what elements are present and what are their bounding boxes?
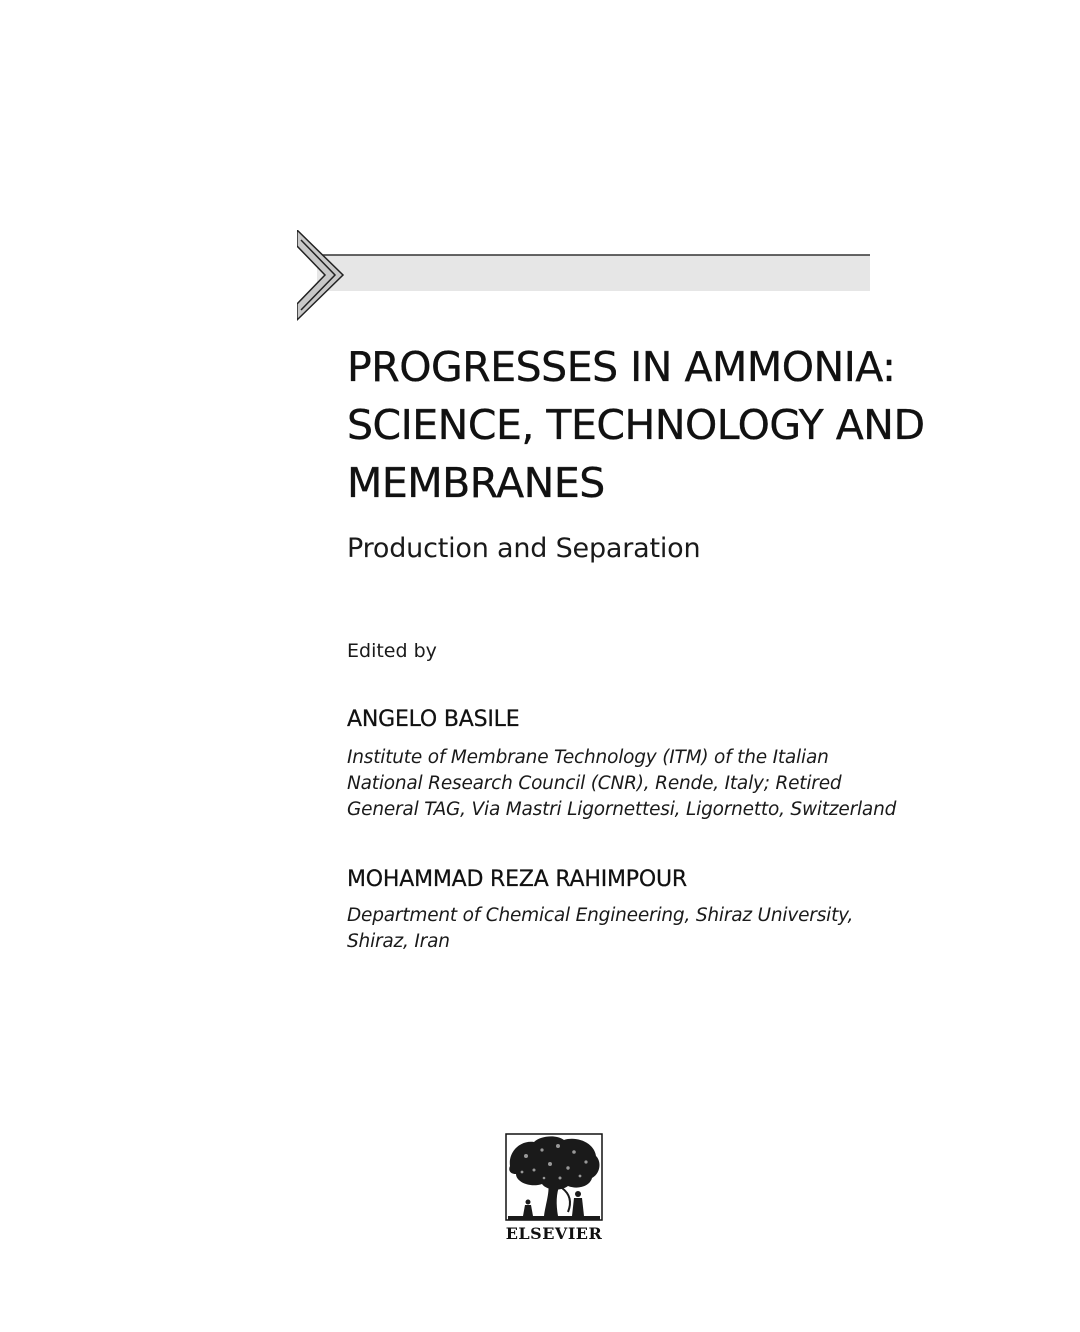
edited-by-label: Edited by <box>347 640 437 662</box>
book-title-line: SCIENCE, TECHNOLOGY AND <box>347 401 925 449</box>
book-subtitle: Production and Separation <box>347 533 701 564</box>
affiliation-line: General TAG, Via Mastri Ligornettesi, Ligornetto, Switzerland <box>347 799 897 820</box>
editor-name: MOHAMMAD REZA RAHIMPOUR <box>347 867 687 892</box>
book-title-line: MEMBRANES <box>347 459 605 507</box>
affiliation-line: Institute of Membrane Technology (ITM) of the Italian <box>347 747 829 768</box>
affiliation-line: National Research Council (CNR), Rende, Italy; Retired <box>347 773 842 794</box>
editor-affiliation <box>347 745 896 823</box>
editor-name: ANGELO BASILE <box>347 707 520 732</box>
affiliation-line: Department of Chemical Engineering, Shiraz University, <box>347 905 854 926</box>
chevron-banner <box>297 230 872 322</box>
publisher-name: ELSEVIER <box>505 1224 603 1243</box>
affiliation-line: Shiraz, Iran <box>347 931 450 952</box>
book-title <box>347 338 1047 512</box>
chevron-arrow-icon <box>297 230 872 322</box>
editor-affiliation <box>347 903 853 955</box>
book-title-line: PROGRESSES IN AMMONIA: <box>347 343 896 391</box>
